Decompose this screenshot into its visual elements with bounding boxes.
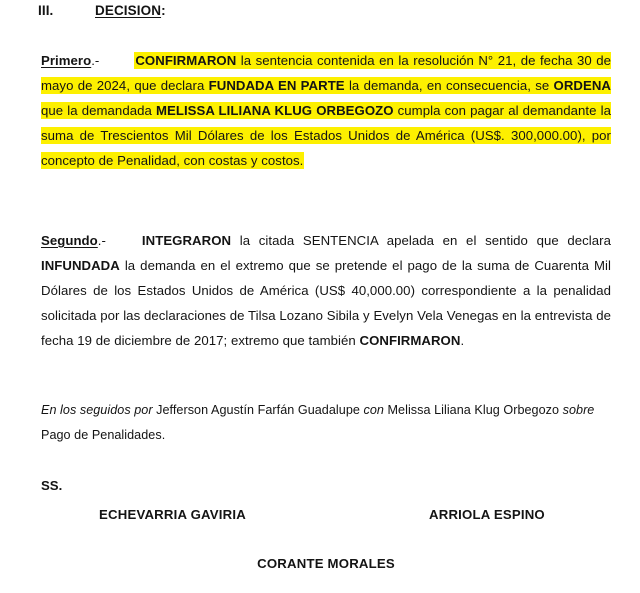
case-ref-italic-c: sobre xyxy=(562,403,595,417)
paragraph-primero-lead: Primero xyxy=(41,53,92,68)
primero-text-c: que la demandada xyxy=(41,103,156,118)
paragraph-segundo-lead-suffix: .- xyxy=(97,233,106,248)
paragraph-primero xyxy=(41,48,611,173)
signature-ss-label: SS. xyxy=(41,478,63,493)
primero-text-a: la sentencia contenida en la resolución N° 21, de fecha 30 de mayo de 2024, que declara xyxy=(41,53,611,93)
case-ref-italic-b: con xyxy=(363,403,384,417)
emphasis-confirmaron-2: CONFIRMARON xyxy=(359,333,461,348)
segundo-text-b: la demanda en el extremo que se pretende el pago de la suma de Cuarenta Mil Dólares de los Estados Unidos de América (US$ 40,000.00) correspondiente a la penalidad solicitada por las declaraciones de Tilsa Lozano Sibila y Evelyn Vela Venegas en la entrevista de fecha 19 de diciembre de 2017; extremo que también xyxy=(41,258,611,348)
section-title: DECISION xyxy=(95,3,162,18)
highlighted-text-primero xyxy=(41,53,611,168)
case-ref-defendant: Melissa Liliana Klug Orbegozo xyxy=(383,403,563,417)
segundo-text-c: . xyxy=(460,333,465,348)
section-numeral: III. xyxy=(38,3,54,18)
section-title-colon: : xyxy=(161,3,166,18)
section-title-wrap xyxy=(95,3,166,18)
case-ref-italic-a: En los seguidos por xyxy=(41,403,153,417)
emphasis-defendant-name: MELISSA LILIANA KLUG ORBEGOZO xyxy=(155,103,394,118)
paragraph-case-reference xyxy=(41,398,611,448)
emphasis-infundada: INFUNDADA xyxy=(41,258,120,273)
primero-text-b: la demanda, en consecuencia, se xyxy=(344,78,554,93)
signature-name-right: ARRIOLA ESPINO xyxy=(429,507,545,522)
signature-name-left: ECHEVARRIA GAVIRIA xyxy=(99,507,246,522)
case-ref-subject: Pago de Penalidades. xyxy=(41,428,166,442)
paragraph-segundo-lead: Segundo xyxy=(41,233,98,248)
segundo-text-a: la citada SENTENCIA apelada en el sentido que declara xyxy=(231,233,611,248)
primero-text-d: cumpla con pagar al demandante la suma de Trescientos Mil Dólares de los Estados Unidos de América (US$. 300,000.00), por concepto de Penalidad, con costas y costos. xyxy=(41,103,611,168)
section-heading xyxy=(38,3,166,18)
emphasis-ordena: ORDENA xyxy=(553,78,611,93)
signature-name-center: CORANTE MORALES xyxy=(257,556,395,571)
emphasis-integraron: INTEGRARON xyxy=(141,233,232,248)
emphasis-fundada-en-parte: FUNDADA EN PARTE xyxy=(208,78,345,93)
case-ref-plaintiff: Jefferson Agustín Farfán Guadalupe xyxy=(152,403,364,417)
paragraph-primero-lead-suffix: .- xyxy=(91,53,100,68)
emphasis-confirmaron: CONFIRMARON xyxy=(135,53,237,68)
paragraph-segundo xyxy=(41,228,611,353)
